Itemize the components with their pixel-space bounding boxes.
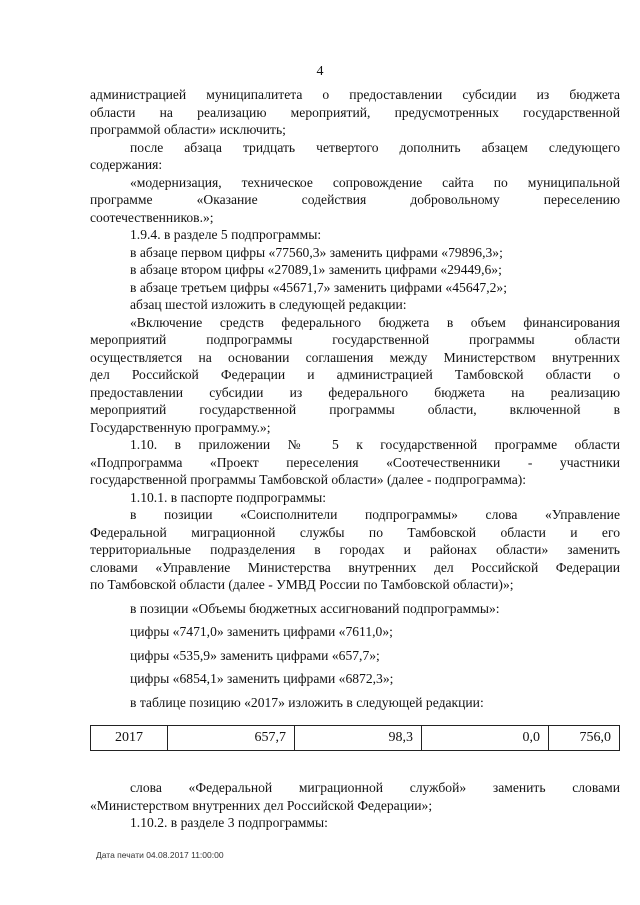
text-line: цифры «6854,1» заменить цифрами «6872,3»; <box>130 671 394 686</box>
text-line: после абзаца тридцать четвертого дополнить абзацем следующего <box>130 139 620 155</box>
text-line: «модернизация, техническое сопровождение сайта по муниципальной <box>130 174 620 190</box>
text-line: области на реализацию мероприятий, предусмотренных государственной <box>90 104 620 120</box>
text-line: мероприятий подпрограммы государственной программы области <box>90 332 620 347</box>
text-line: Федеральной миграционной службы по Тамбовской области и его <box>90 524 620 540</box>
text-line: в позиции «Объемы бюджетных ассигнований подпрограммы»: <box>130 600 500 616</box>
text-line: по Тамбовской области (далее - УМВД России по Тамбовской области)»; <box>90 577 514 592</box>
text-line: 1.9.4. в разделе 5 подпрограммы: <box>130 227 322 242</box>
text-line: 1.10.1. в паспорте подпрограммы: <box>130 489 326 505</box>
text-line: 1.10.2. в разделе 3 подпрограммы: <box>130 815 328 830</box>
text-line: «Включение средств федерального бюджета в объем финансирования <box>130 314 620 330</box>
print-date-footer: Дата печати 04.08.2017 11:00:00 <box>96 850 224 860</box>
text-line: государственной программы Тамбовской области» (далее - подпрограмма): <box>90 472 527 487</box>
text-line: в таблице позицию «2017» изложить в следующей редакции: <box>130 694 484 710</box>
document-body <box>90 86 620 832</box>
text-line: цифры «7471,0» заменить цифрами «7611,0»; <box>130 624 393 639</box>
text-line: программой области» исключить; <box>90 122 286 137</box>
text-line: цифры «535,9» заменить цифрами «657,7»; <box>130 647 380 663</box>
table-cell: 657,7 <box>168 726 295 751</box>
text-line: мероприятий государственной программы области, включенной в <box>90 402 620 417</box>
table-row <box>91 726 620 751</box>
text-line: в абзаце третьем цифры «45671,7» заменить цифрами «45647,2»; <box>130 279 507 295</box>
text-line: 1.10. в приложении № 5 к государственной программе области <box>130 437 620 452</box>
text-line: Государственную программу.»; <box>90 419 271 435</box>
table-cell: 2017 <box>91 726 168 751</box>
text-line: в абзаце втором цифры «27089,1» заменить цифрами «29449,6»; <box>130 262 502 277</box>
table-cell: 98,3 <box>295 726 422 751</box>
text-line: в абзаце первом цифры «77560,3» заменить цифрами «79896,3»; <box>130 244 503 260</box>
page-number: 4 <box>316 64 324 79</box>
text-line: слова «Федеральной миграционной службой» заменить словами <box>130 780 620 795</box>
text-line: в позиции «Соисполнители подпрограммы» слова «Управление <box>130 507 620 522</box>
text-line: территориальные подразделения в городах и районах области» заменить <box>90 542 620 557</box>
text-line: предоставлении субсидии из федерального бюджета на реализацию <box>90 384 620 400</box>
text-line: дел Российской Федерации и администрацией Тамбовской области о <box>90 367 620 382</box>
text-line: «Подпрограмма «Проект переселения «Соотечественники - участники <box>90 454 620 470</box>
table-cell: 756,0 <box>549 726 620 751</box>
text-line: содержания: <box>90 157 163 172</box>
text-line: программе «Оказание содействия добровольному переселению <box>90 192 620 207</box>
text-line: абзац шестой изложить в следующей редакции: <box>130 297 407 312</box>
budget-table <box>90 725 620 751</box>
text-line: словами «Управление Министерства внутренних дел Российской Федерации <box>90 559 620 575</box>
text-line: осуществляется на основании соглашения между Министерством внутренних <box>90 349 620 365</box>
text-line: «Министерством внутренних дел Российской Федерации»; <box>90 797 433 813</box>
text-line: администрацией муниципалитета о предоставлении субсидии из бюджета <box>90 87 620 102</box>
text-line: соотечественников.»; <box>90 209 214 225</box>
table-cell: 0,0 <box>422 726 549 751</box>
